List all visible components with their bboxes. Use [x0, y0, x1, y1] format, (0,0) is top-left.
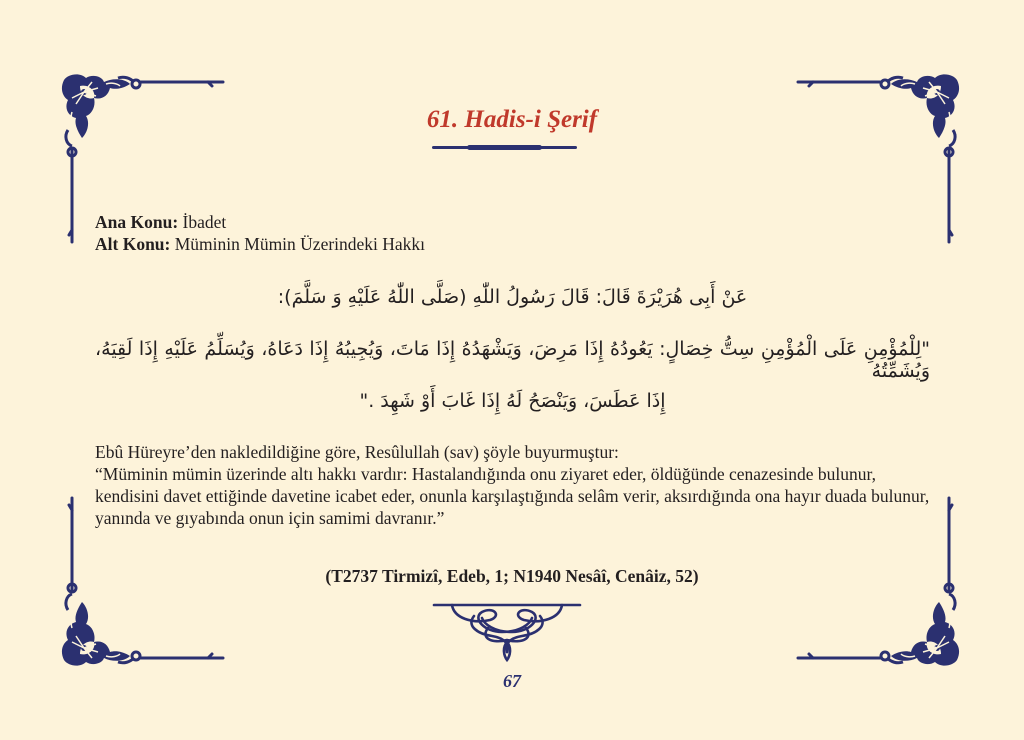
- corner-ornament-top-right: [788, 70, 963, 250]
- floral-ornament-icon: [788, 70, 963, 250]
- arabic-hadith-line-2: إِذَا عَطَسَ، وَيَنْصَحُ لَهُ إِذَا غَابَ أَوْ شَهِدَ .": [359, 390, 666, 412]
- knot-ornament-icon: [432, 602, 582, 664]
- arabic-narrator-line: عَنْ أَبِى هُرَيْرَةَ قَالَ: قَالَ رَسُولُ اللّٰهِ (صَلَّى اللّٰهُ عَلَيْهِ وَ سَلَّمَ):: [277, 286, 748, 308]
- translation-intro: Ebû Hüreyre’den nakledildiğine göre, Resûlullah (sav) şöyle buyurmuştur:: [95, 442, 619, 462]
- sub-topic-label: Alt Konu:: [95, 234, 171, 254]
- turkish-translation: [95, 441, 935, 529]
- page-title: 61. Hadis-i Şerif: [426, 106, 598, 133]
- source-citation: (T2737 Tirmizî, Edeb, 1; N1940 Nesâî, Cenâiz, 52): [325, 566, 699, 586]
- page-number: 67: [503, 671, 521, 691]
- sub-topic-row: [95, 233, 425, 255]
- topic-meta: [95, 211, 425, 255]
- sub-topic-value: Müminin Mümin Üzerindeki Hakkı: [174, 234, 426, 254]
- translation-body: “Müminin mümin üzerinde altı hakkı vardır: Hastalandığında onu ziyaret eder, öldüğünde cenazesinde bulunur, kendisini davet ettiğinde davetine icabet eder, onunla karşılaştığında selâm verir, aksırdığında ona hayır duada bulunur, yanında ve gıyabında onun için samimi davranır.”: [95, 464, 930, 528]
- main-topic-value: İbadet: [182, 212, 227, 232]
- main-topic-label: Ana Konu:: [95, 212, 179, 232]
- main-topic-row: [95, 211, 425, 233]
- title-underline-divider: [432, 146, 577, 149]
- arabic-hadith-line-1: "لِلْمُؤْمِنِ عَلَى الْمُؤْمِنِ سِتُّ خِصَالٍ: يَعُودُهُ إِذَا مَرِضَ، وَيَشْهَدُهُ إِذَا مَاتَ، وَيُجِيبُهُ إِذَا دَعَاهُ، وَيُسَلِّمُ عَلَيْهِ إِذَا لَقِيَهُ، وَيُشَمِّتُهُ: [95, 338, 930, 382]
